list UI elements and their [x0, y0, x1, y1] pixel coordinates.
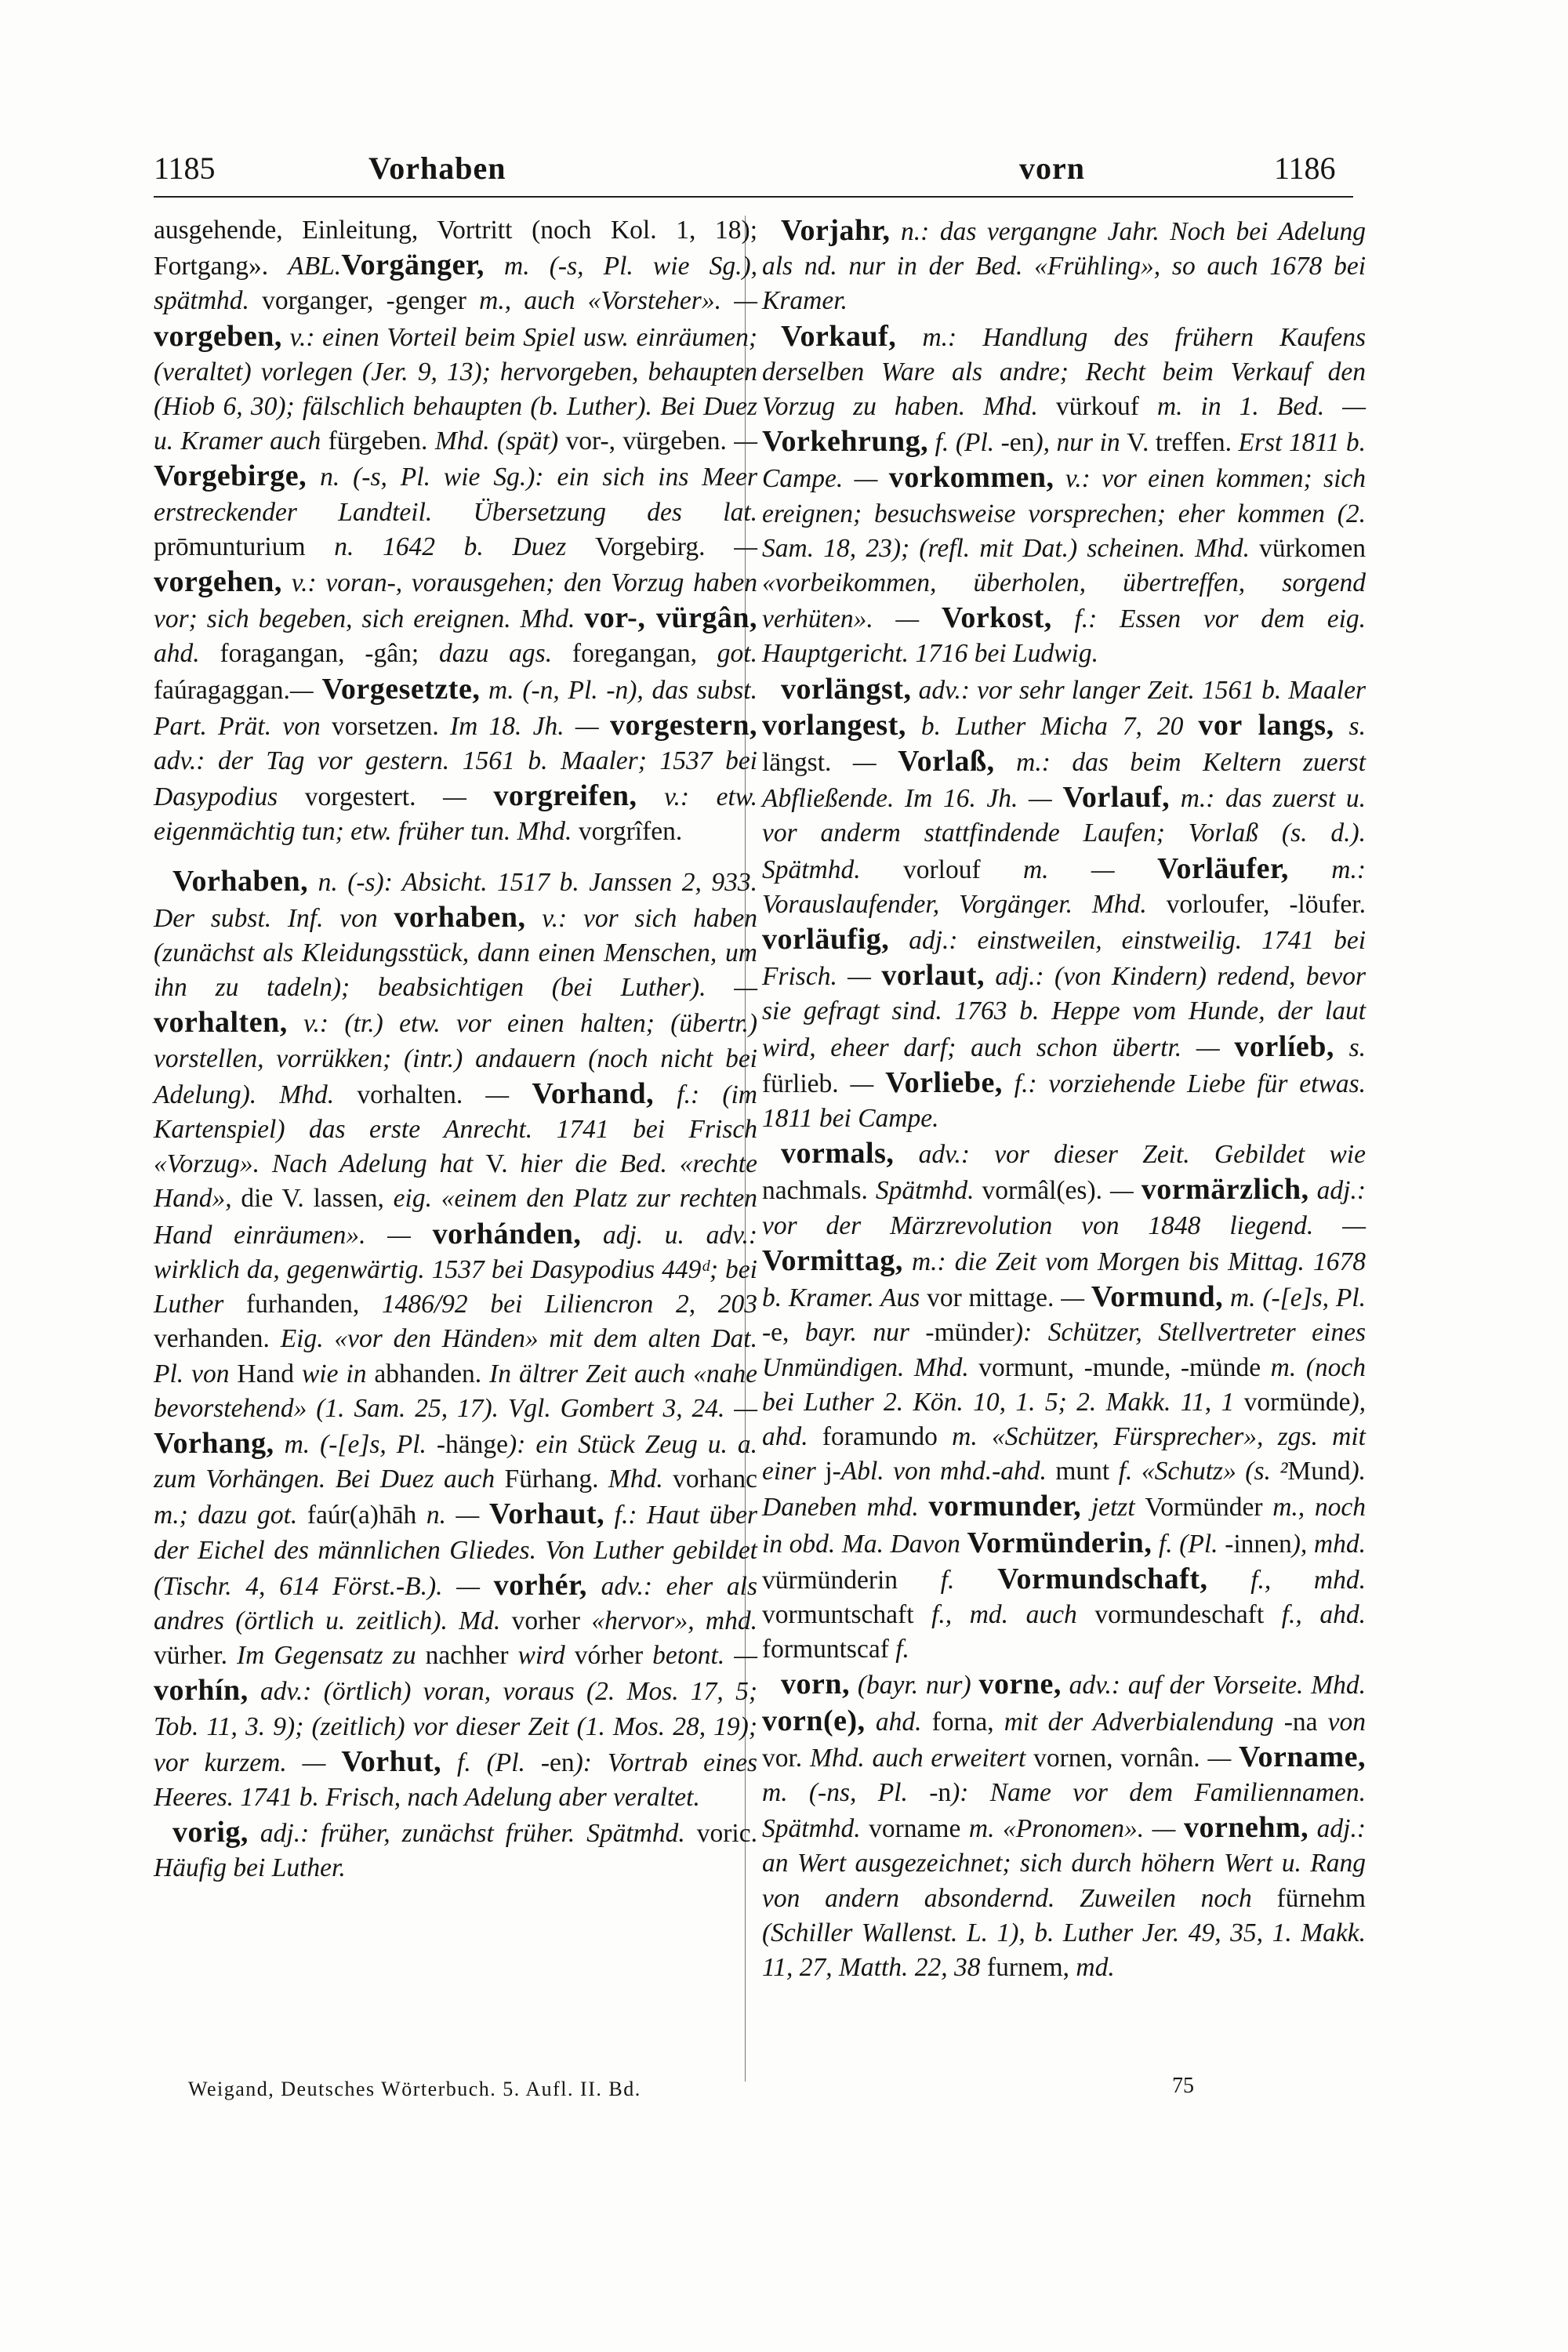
text-run: Mund [1287, 1457, 1351, 1486]
text-run: foragangan, -gân; [220, 639, 419, 669]
entry-paragraph [154, 213, 757, 850]
italic-term: adv.: vor dieser Zeit. Gebildet wie [894, 1140, 1366, 1170]
headword: vor-, vürgân, [584, 601, 757, 635]
text-run: vorganger, -genger [262, 286, 466, 316]
text-run: vormâl(es). [982, 1176, 1102, 1206]
italic-term: f.: vorziehende Liebe für etwas. 1811 bei Campe. [762, 1069, 1366, 1134]
italic-term: — [416, 782, 494, 812]
italic-term: (Schiller Wallenst. L. 1), b. Luther Jer. 49, 35, 1. Makk. 11, 27, Matth. 22, 38 [762, 1918, 1366, 1982]
headword: vorkommen, [888, 461, 1054, 495]
headword: Vorhaut, [488, 1497, 605, 1531]
text-run: j [825, 1457, 833, 1486]
headword: Vormund, [1091, 1280, 1224, 1314]
text-run: V. treffen. [1127, 428, 1232, 458]
italic-term: adv.: auf der Vorseite. Mhd. [1061, 1671, 1366, 1700]
italic-term: adj. u. adv.: wirklich da, gegenwärtig. 1537 bei Dasypodius 449ᵈ; bei Luther [154, 1220, 757, 1319]
headword: vorig, [172, 1816, 249, 1849]
text-run: ausgehende, Einleitung, Vortritt (noch Kol. 1, 18); Fortgang». [154, 216, 757, 281]
headword: Vorlaß, [898, 745, 995, 779]
text-run: forna, [931, 1707, 994, 1737]
italic-term: wie in [293, 1359, 375, 1388]
italic-term: m.: das beim Keltern zuerst Abfließende. Im 16. Jh. — [762, 748, 1366, 814]
headword: vorn(e), [762, 1704, 866, 1737]
headword: Vorliebe, [885, 1065, 1003, 1099]
headword: vorn, [781, 1668, 850, 1701]
italic-term: hier die Bed. «rechte Hand», [154, 1149, 757, 1214]
italic-term: Im Gegensatz zu [227, 1641, 426, 1671]
text-run: fürgeben. [328, 426, 428, 456]
headword: vormunder, [928, 1490, 1082, 1523]
italic-term: wird [508, 1641, 575, 1671]
italic-term: ), mhd. [1291, 1529, 1367, 1559]
italic-term: adv.: der Tag vor gestern. 1561 b. Maaler; 1537 bei Dasypodius [154, 746, 757, 812]
headword: vorhaben, [394, 900, 526, 934]
italic-term: Mhd. (spät) [427, 426, 566, 456]
text-run: -n [929, 1777, 952, 1807]
italic-term: adj.: vor der Märzrevolution von 1848 liegend. — [762, 1176, 1366, 1240]
italic-term: adv.: eher als andres (örtlich u. zeitlich). Md. [154, 1571, 757, 1635]
text-run: furnem, [986, 1952, 1070, 1982]
headword: Vorgebirge, [154, 459, 307, 493]
headword: Vorlauf, [1062, 781, 1171, 815]
headword: Vorläufer, [1157, 851, 1289, 885]
text-run: die V. lassen, [241, 1184, 384, 1214]
text-run: vorhalten. [357, 1080, 463, 1109]
text-run: Vorgebirg. [595, 532, 706, 561]
text-run: vormundeschaft [1094, 1599, 1265, 1629]
italic-term: m. (-ns, Pl. [762, 1777, 930, 1807]
headword: vorlíeb, [1234, 1029, 1334, 1063]
text-run: nachher [425, 1641, 509, 1671]
italic-term: v.: vor sich haben (zunächst als Kleidungsstück, dann einen Menschen, um ihn zu tadeln); beabsichtigen (bei Luther). — [154, 903, 758, 1003]
italic-term: ): ein Stück Zeug u. a. zum Vorhängen. Bei Duez auch [154, 1429, 757, 1494]
headword: vorhalten, [154, 1006, 288, 1040]
italic-term: m. (noch bei Luther 2. Kön. 10, 1. 5; 2. Makk. 11, 1 [762, 1352, 1366, 1417]
italic-term: adj.: früher, zunächst früher. Spätmhd. [248, 1819, 697, 1849]
text-run: Fürhang. [504, 1465, 599, 1494]
italic-term: (bayr. nur) [850, 1671, 979, 1700]
italic-term: s. [1334, 1033, 1366, 1062]
italic-term: v.: einen Vorteil beim Spiel usw. einräumen; (veraltet) vorlegen (Jer. 9, 13); hervorgeben, behaupten (Hiob 6, 30); fälschlich behaupten (b. Luther). Bei Duez u. Kramer auch [154, 322, 757, 456]
italic-term: m.: das zuerst u. vor anderm stattfindende Laufen; Vorlaß (s. d.). Spätmhd. [762, 784, 1366, 884]
italic-term: v.: voran-, vorausgehen; den Vorzug haben vor; sich begeben, sich ereignen. Mhd. [154, 568, 757, 634]
text-run: V. [485, 1149, 508, 1179]
text-run: -innen [1225, 1529, 1292, 1559]
headword: Vorkauf, [781, 319, 897, 353]
italic-term: m. (-[e]s, Pl. [274, 1429, 437, 1459]
text-run: -en [540, 1748, 575, 1777]
italic-term: Häufig bei Luther. [154, 1853, 346, 1883]
text-run: fürnehm [1276, 1883, 1366, 1913]
italic-term: Mhd. [598, 1465, 673, 1494]
headword: Vorkehrung, [762, 425, 929, 459]
text-run: vorname [869, 1814, 961, 1844]
italic-term: m. «Pronomen». — [960, 1814, 1184, 1844]
italic-term: n. — [416, 1501, 489, 1530]
text-run: -en [1000, 428, 1035, 458]
headword: Vorhang, [154, 1426, 274, 1460]
italic-term: «vorbeikommen, überholen, übertreffen, sorgend verhüten». — [762, 568, 1366, 634]
italic-term: adv.: (örtlich) voran, voraus (2. Mos. 17, 5; Tob. 11, 3. 9); (zeitlich) vor dieser Zeit (1. Mos. 28, 19); vor kurzem. — [154, 1677, 757, 1777]
italic-term: got. [696, 639, 757, 669]
entry-paragraph [762, 213, 1366, 319]
italic-term: f. «Schutz» (s. ² [1109, 1457, 1288, 1486]
italic-term: Im 18. Jh. — [438, 711, 610, 741]
text-run: vor mittage. [927, 1283, 1054, 1313]
italic-term: adv.: vor sehr langer Zeit. 1561 b. Maaler [911, 675, 1366, 705]
text-run: längst. [762, 748, 832, 778]
text-run: vorsetzen. [331, 711, 439, 741]
italic-term: — [726, 426, 757, 456]
text-run: nachmals. [762, 1176, 868, 1206]
headword: vorhánden, [432, 1217, 582, 1250]
header-rule [154, 196, 1353, 198]
text-run: vormuntschaft [762, 1599, 914, 1629]
italic-term: adj.: (von Kindern) redend, bevor sie gefragt sind. 1763 b. Heppe vom Hunde, der laut wird, eheer darf; auch schon übertr. — [762, 962, 1366, 1062]
text-run: vormunt, -munde, -münde [978, 1352, 1261, 1382]
italic-term: dazu ags. [419, 639, 572, 669]
headword: Vorgesetzte, [321, 672, 481, 706]
italic-term: n. 1642 b. Duez [305, 532, 595, 561]
page-number-left: 1185 [154, 151, 216, 186]
italic-term: 1486/92 bei Liliencron 2, 203 [359, 1290, 757, 1319]
italic-term: ahd. [154, 639, 220, 669]
italic-term: f., md. auch [913, 1599, 1095, 1629]
italic-term: ahd. [865, 1707, 932, 1737]
italic-term: — [1200, 1743, 1240, 1773]
italic-term: Mhd. auch erweitert [802, 1743, 1034, 1773]
right-column [762, 213, 1366, 1985]
italic-term: ): Schützer, Stellvertreter eines Unmündigen. Mhd. [762, 1318, 1366, 1382]
italic-term: Eig. «vor den Händen» mit dem alten Dat. Pl. von [154, 1324, 757, 1388]
italic-term: jetzt [1081, 1493, 1145, 1523]
text-run: abhanden. [374, 1359, 482, 1388]
headword: vorhér, [493, 1568, 587, 1602]
text-run: voric. [696, 1819, 757, 1849]
text-run: munt [1055, 1457, 1110, 1486]
italic-term: s. [1334, 711, 1366, 741]
italic-term: — [838, 1069, 886, 1098]
page-number-right: 1186 [1274, 151, 1336, 186]
headword: vorne, [978, 1668, 1062, 1701]
italic-term: Spätmhd. [867, 1176, 982, 1206]
italic-term: m. (-[e]s, Pl. [1223, 1283, 1366, 1313]
text-run: vorloufer, -löufer. [1166, 889, 1366, 919]
headword: Vorhaben, [172, 864, 309, 898]
headword: Vorname, [1239, 1740, 1366, 1773]
italic-term: v.: (tr.) etw. vor einen halten; (übertr.) vorstellen, vorrükken; (intr.) andauern (noch nicht bei Adelung). Mhd. [154, 1009, 757, 1109]
text-run: formuntscaf [762, 1635, 889, 1664]
headword: vorlängst, [781, 672, 912, 706]
italic-term: f. (Pl. [928, 428, 1001, 458]
italic-term: ABL. [288, 252, 342, 281]
text-run: vürmünderin [762, 1565, 898, 1595]
italic-term: n. (-s): Absicht. 1517 b. Janssen 2, 933. Der subst. Inf. von [154, 867, 757, 933]
text-run: Hand [237, 1359, 294, 1388]
headword: vorgeben, [154, 319, 282, 353]
italic-term: «hervor», mhd. [580, 1606, 757, 1635]
italic-term: ): Name vor dem Familiennamen. Spätmhd. [762, 1777, 1366, 1844]
entry-paragraph [154, 864, 757, 1815]
footer-citation: Weigand, Deutsches Wörterbuch. 5. Aufl. II. Bd. [188, 2078, 641, 2100]
headword: Vorhut, [341, 1744, 442, 1778]
text-run: vornen, vornân. [1033, 1743, 1200, 1773]
text-run: -na [1283, 1707, 1318, 1737]
italic-term: — [831, 748, 898, 778]
italic-term: m. — [980, 855, 1158, 884]
italic-term: n. (-s, Pl. wie Sg.): ein sich ins Meer erstreckender Landteil. Übersetzung des lat. [154, 463, 757, 527]
italic-term: ), ahd. [762, 1387, 1366, 1451]
text-run: Vormünder [1145, 1493, 1263, 1523]
headword: Vormünderin, [967, 1526, 1152, 1559]
text-run: vorgrîfen. [578, 817, 683, 847]
entry-paragraph [762, 1136, 1366, 1667]
text-run: verhanden. [154, 1324, 270, 1354]
italic-term: f.: Haut über der Eichel des männlichen Gliedes. Von Luther gebildet (Tischr. 4, 614 Först.-B.). — [154, 1501, 757, 1601]
text-run: -e, [762, 1318, 789, 1348]
entry-paragraph [762, 1667, 1366, 1985]
italic-term: m.: Handlung des frühern Kaufens derselben Ware als andre; Recht beim Verkauf den Vorzug zu haben. Mhd. [762, 322, 1366, 422]
entry-paragraph [154, 1815, 757, 1886]
italic-term: f. (Pl. [441, 1748, 541, 1777]
text-run: vorhanc [673, 1465, 758, 1494]
italic-term: m. (-s, Pl. wie Sg.), spätmhd. [154, 252, 757, 316]
headword: vormärzlich, [1141, 1173, 1309, 1207]
text-run: prōmunturium [154, 532, 306, 561]
running-head-right: vorn [1019, 151, 1085, 186]
left-column [154, 213, 757, 1886]
text-run: vürher. [154, 1641, 227, 1671]
text-run: vormünde [1243, 1387, 1351, 1417]
italic-term: f., mhd. [1207, 1565, 1366, 1595]
italic-term: m.; dazu got. [154, 1501, 307, 1530]
italic-term: m., noch in obd. Ma. Davon [762, 1493, 1366, 1559]
text-run: vor. [762, 1743, 803, 1773]
text-run: foramundo [822, 1421, 938, 1451]
headword: vor langs, [1198, 708, 1334, 742]
italic-term: In ältrer Zeit auch «nahe bevorstehend» (1. Sam. 25, 17). Vgl. Gombert 3, 24. — [154, 1359, 757, 1423]
headword: Vorgänger, [341, 249, 485, 282]
italic-term: v.: etw. eigenmächtig tun; etw. früher tun. Mhd. [154, 782, 757, 847]
headword: vorgehen, [154, 565, 282, 599]
headword: Vorkost, [941, 601, 1052, 635]
italic-term: ), nur in [1034, 428, 1127, 458]
text-run: fürlieb. [762, 1069, 839, 1098]
italic-term: ): Vortrab eines Heeres. 1741 b. Frisch, nach Adelung aber veraltet. [154, 1748, 757, 1812]
text-run: faúragaggan. [154, 675, 290, 705]
italic-term: adj.: an Wert ausgezeichnet; sich durch höhern Wert u. Rang von andern absondernd. Zuweilen noch [762, 1814, 1366, 1913]
italic-term: -Abl. von mhd.-ahd. [832, 1457, 1056, 1486]
headword: Vorhand, [532, 1076, 655, 1110]
italic-term: m. «Schützer, Fürsprecher», zgs. mit einer [762, 1421, 1366, 1486]
text-run: vórher [574, 1641, 644, 1671]
italic-term: f. (Pl. [1152, 1529, 1225, 1559]
headword: vorlaut, [881, 959, 985, 993]
italic-term: b. Luther Micha 7, 20 [906, 711, 1199, 741]
headword: vormals, [781, 1137, 895, 1171]
text-run: vorgestert. [304, 782, 416, 812]
running-head-left: Vorhaben [368, 151, 506, 186]
text-run: -hänge [436, 1429, 509, 1459]
italic-term: v.: vor einen kommen; sich ereignen; besuchsweise vorsprechen; eher kommen (2. Sam. 18, 23); (refl. mit Dat.) scheinen. Mhd. [762, 464, 1366, 563]
italic-term: betont. — [643, 1641, 757, 1671]
headword: Vormundschaft, [997, 1562, 1208, 1595]
italic-term: mit der Adverbialendung [993, 1707, 1284, 1737]
text-run: vürkouf [1055, 392, 1139, 422]
italic-term: f. [898, 1565, 998, 1595]
text-run: foregangan, [572, 639, 697, 669]
headword: vornehm, [1183, 1811, 1309, 1845]
entry-paragraph [762, 319, 1366, 672]
headword: vorläufig, [762, 923, 890, 956]
italic-term: m.: die Zeit vom Morgen bis Mittag. 1678 b. Kramer. Aus [762, 1247, 1366, 1313]
text-run: vürkomen [1259, 533, 1366, 563]
headword: Vorjahr, [781, 214, 891, 247]
italic-term: m.: Vorauslaufender, Vorgänger. Mhd. [762, 855, 1367, 919]
italic-term: f., ahd. [1264, 1599, 1366, 1629]
italic-term: eig. «einem den Platz zur rechten Hand einräumen». — [154, 1184, 757, 1250]
text-run: faúr(a)hāh [307, 1501, 417, 1530]
entry-paragraph [762, 672, 1366, 1137]
italic-term: m. in 1. Bed. — [1138, 392, 1366, 422]
text-run: vorlouf [902, 855, 981, 884]
italic-term: — [1102, 1176, 1142, 1206]
italic-term: bayr. nur [789, 1318, 926, 1348]
italic-term: — [463, 1080, 532, 1109]
text-run: furhanden, [246, 1290, 360, 1319]
italic-term: ). Daneben mhd. [762, 1457, 1366, 1523]
text-run: vorher [511, 1606, 581, 1635]
italic-term: von [1317, 1707, 1366, 1737]
text-run: vor-, vürgeben. [565, 426, 727, 456]
headword: vorlangest, [762, 708, 906, 742]
headword: vorgreifen, [493, 779, 637, 813]
italic-term: Erst 1811 b. Campe. — [762, 428, 1367, 494]
headword: vorhín, [154, 1674, 249, 1708]
italic-term: m. (-n, Pl. -n), das subst. Part. Prät. von [154, 675, 757, 741]
signature-mark: 75 [1172, 2074, 1194, 2098]
italic-term: — [705, 532, 757, 561]
italic-term: md. [1069, 1952, 1115, 1982]
italic-term: f.: (im Kartenspiel) das erste Anrecht. 1741 bei Frisch «Vorzug». Nach Adelung hat [154, 1080, 757, 1179]
headword: vorgestern, [609, 708, 758, 742]
italic-term: — [1054, 1283, 1091, 1313]
italic-term: — [289, 675, 322, 705]
italic-term: n.: das vergangne Jahr. Noch bei Adelung als nd. nur in der Bed. «Frühling», so auch 1678 bei Kramer. [762, 217, 1366, 316]
italic-term: m., auch «Vorsteher». — [466, 286, 757, 316]
italic-term: f.: Essen vor dem eig. Hauptgericht. 1716 bei Ludwig. [762, 604, 1366, 669]
italic-term: f. [888, 1635, 909, 1664]
italic-term: adj.: einstweilen, einstweilig. 1741 bei Frisch. — [762, 926, 1366, 992]
headword: Vormittag, [762, 1243, 903, 1277]
text-run: -münder [925, 1318, 1014, 1348]
